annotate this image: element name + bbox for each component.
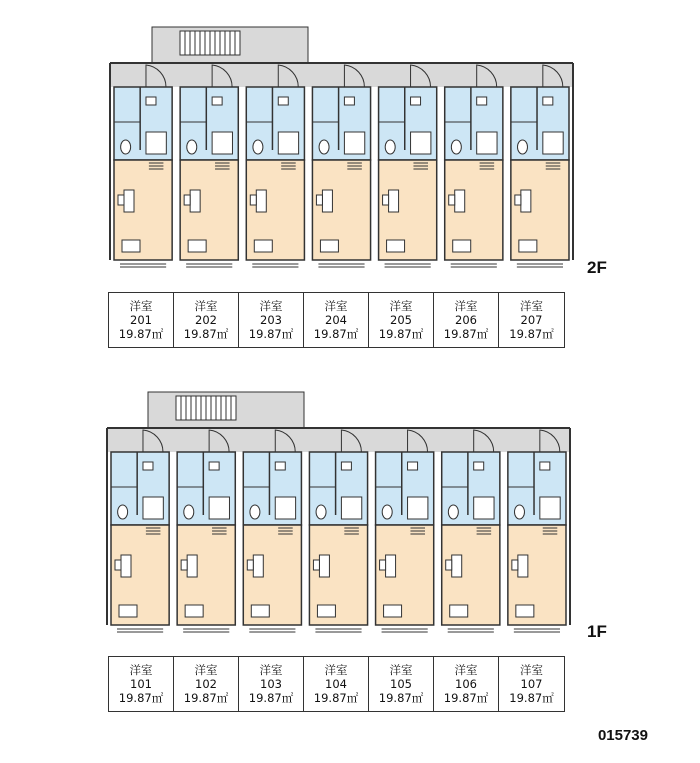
unit-2 [177,430,235,632]
toilet-icon [250,505,260,519]
sink-icon [275,462,285,470]
unit-3 [243,430,301,632]
unit-number: 107 [520,677,543,691]
unit-area: 19.87㎡ [378,691,424,705]
storage-icon [320,240,338,252]
shower-icon [212,132,232,154]
unit-area: 19.87㎡ [443,691,489,705]
unit-number: 104 [325,677,347,691]
desk-icon [455,190,465,212]
toilet-icon [382,505,392,519]
unit-type: 洋室 [389,663,413,677]
unit-area: 19.87㎡ [509,327,554,341]
sink-icon [540,462,550,470]
unit-number: 102 [195,677,217,691]
sink-icon [212,97,222,105]
floor-plan-2f [110,27,573,267]
floor-plan-1f [107,392,570,632]
unit-1 [114,65,172,267]
unit-number: 202 [195,313,217,327]
floor-label-2f: 2F [587,258,607,277]
unit-6 [442,430,500,632]
shower-icon [275,497,295,519]
unit-type: 洋室 [259,663,283,677]
unit-area: 19.87㎡ [118,327,164,341]
storage-icon [188,240,206,252]
shower-icon [209,497,229,519]
unit-2 [180,65,238,267]
chair-icon [247,560,253,570]
stairs [180,31,240,55]
storage-icon [516,605,534,617]
unit-number: 203 [260,313,282,327]
chair-icon [313,560,319,570]
unit-area: 19.87㎡ [443,327,489,341]
chair-icon [446,560,452,570]
sink-icon [477,97,487,105]
shower-icon [278,132,298,154]
storage-icon [519,240,537,252]
storage-icon [317,605,335,617]
chair-icon [380,560,386,570]
unit-type: 洋室 [194,663,218,677]
desk-icon [518,555,528,577]
unit-cell-206 [434,293,499,347]
corridor [110,63,573,87]
unit-type: 洋室 [129,299,153,313]
chair-icon [449,195,455,205]
unit-type: 洋室 [520,663,543,677]
unit-cell-107 [499,657,564,711]
unit-number: 204 [325,313,347,327]
sink-icon [143,462,153,470]
chair-icon [383,195,389,205]
storage-icon [254,240,272,252]
unit-area: 19.87㎡ [183,691,229,705]
storage-icon [384,605,402,617]
storage-icon [450,605,468,617]
toilet-icon [316,505,326,519]
storage-icon [185,605,203,617]
unit-cell-201 [109,293,174,347]
unit-cell-204 [304,293,369,347]
unit-type: 洋室 [454,299,478,313]
sink-icon [341,462,351,470]
unit-number: 201 [130,313,152,327]
floor-label-1f: 1F [587,622,607,641]
unit-area: 19.87㎡ [183,327,229,341]
unit-number: 205 [390,313,412,327]
unit-cell-103 [239,657,304,711]
chair-icon [250,195,256,205]
toilet-icon [514,505,524,519]
unit-type: 洋室 [324,299,348,313]
toilet-icon [121,140,131,154]
unit-3 [246,65,304,267]
toilet-icon [118,505,128,519]
chair-icon [118,195,124,205]
unit-table-1f [108,656,565,712]
unit-cell-205 [369,293,434,347]
desk-icon [187,555,197,577]
shower-icon [146,132,166,154]
unit-4 [312,65,370,267]
sink-icon [344,97,354,105]
unit-7 [511,65,569,267]
unit-area: 19.87㎡ [248,327,294,341]
unit-number: 207 [520,313,543,327]
unit-area: 19.87㎡ [313,691,359,705]
storage-icon [251,605,269,617]
chair-icon [512,560,518,570]
shower-icon [477,132,497,154]
desk-icon [190,190,200,212]
desk-icon [319,555,329,577]
toilet-icon [448,505,458,519]
unit-number: 106 [455,677,477,691]
unit-5 [379,65,437,267]
toilet-icon [253,140,263,154]
desk-icon [121,555,131,577]
unit-cell-101 [109,657,174,711]
unit-cell-207 [499,293,564,347]
sink-icon [408,462,418,470]
corridor [107,428,570,452]
chair-icon [181,560,187,570]
unit-5 [376,430,434,632]
shower-icon [341,497,361,519]
unit-cell-203 [239,293,304,347]
unit-cell-106 [434,657,499,711]
unit-type: 洋室 [194,299,218,313]
chair-icon [115,560,121,570]
sink-icon [411,97,421,105]
toilet-icon [319,140,329,154]
shower-icon [543,132,563,154]
unit-type: 洋室 [129,663,153,677]
unit-6 [445,65,503,267]
unit-type: 洋室 [389,299,413,313]
unit-cell-202 [174,293,239,347]
desk-icon [256,190,266,212]
storage-icon [122,240,140,252]
sink-icon [209,462,219,470]
toilet-icon [187,140,197,154]
unit-area: 19.87㎡ [378,327,424,341]
unit-type: 洋室 [259,299,283,313]
unit-number: 105 [390,677,412,691]
desk-icon [452,555,462,577]
unit-type: 洋室 [520,299,543,313]
shower-icon [411,132,431,154]
unit-number: 103 [260,677,282,691]
property-code: 015739 [597,727,648,744]
storage-icon [387,240,405,252]
unit-type: 洋室 [454,663,478,677]
unit-cell-105 [369,657,434,711]
unit-cell-104 [304,657,369,711]
toilet-icon [451,140,461,154]
unit-4 [309,430,367,632]
sink-icon [278,97,288,105]
chair-icon [316,195,322,205]
unit-number: 206 [455,313,477,327]
sink-icon [474,462,484,470]
shower-icon [344,132,364,154]
desk-icon [386,555,396,577]
desk-icon [389,190,399,212]
toilet-icon [184,505,194,519]
shower-icon [143,497,163,519]
shower-icon [408,497,428,519]
desk-icon [253,555,263,577]
unit-area: 19.87㎡ [118,691,164,705]
unit-cell-102 [174,657,239,711]
stairs [176,396,236,420]
unit-type: 洋室 [324,663,348,677]
unit-number: 101 [130,677,152,691]
shower-icon [540,497,560,519]
toilet-icon [517,140,527,154]
unit-area: 19.87㎡ [313,327,359,341]
shower-icon [474,497,494,519]
desk-icon [521,190,531,212]
chair-icon [515,195,521,205]
unit-table-2f [108,292,565,348]
desk-icon [322,190,332,212]
unit-area: 19.87㎡ [509,691,554,705]
toilet-icon [385,140,395,154]
storage-icon [453,240,471,252]
sink-icon [146,97,156,105]
unit-7 [508,430,566,632]
chair-icon [184,195,190,205]
storage-icon [119,605,137,617]
unit-area: 19.87㎡ [248,691,294,705]
sink-icon [543,97,553,105]
unit-1 [111,430,169,632]
desk-icon [124,190,134,212]
